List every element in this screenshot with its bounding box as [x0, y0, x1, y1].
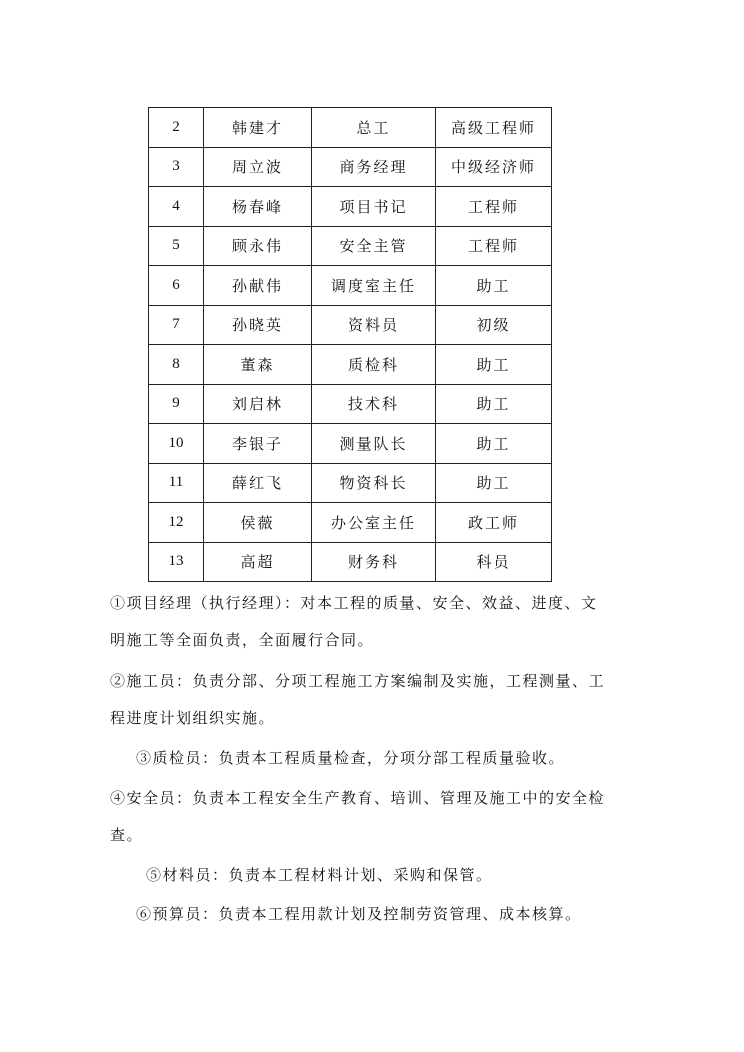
staff-name: 侯薇 [204, 503, 312, 543]
table-row [149, 424, 552, 464]
row-number: 6 [149, 266, 204, 306]
table-row [149, 463, 552, 503]
staff-title: 工程师 [436, 187, 552, 227]
staff-name: 刘启林 [204, 384, 312, 424]
table-row [149, 266, 552, 306]
table-row [149, 542, 552, 582]
row-number: 8 [149, 345, 204, 385]
row-number: 9 [149, 384, 204, 424]
staff-title: 助工 [436, 345, 552, 385]
row-number: 13 [149, 542, 204, 582]
table-row [149, 147, 552, 187]
row-number: 11 [149, 463, 204, 503]
row-number: 12 [149, 503, 204, 543]
row-number: 2 [149, 108, 204, 148]
staff-title: 助工 [436, 266, 552, 306]
staff-title: 科员 [436, 542, 552, 582]
staff-position: 调度室主任 [312, 266, 436, 306]
table-row [149, 305, 552, 345]
duty-materials: ⑤材料员：负责本工程材料计划、采购和保管。 [146, 866, 493, 884]
staff-position: 资料员 [312, 305, 436, 345]
table-row [149, 384, 552, 424]
table-row [149, 187, 552, 227]
staff-title: 助工 [436, 424, 552, 464]
table-row [149, 345, 552, 385]
duty-quality-inspector: ③质检员：负责本工程质量检查，分项分部工程质量验收。 [136, 749, 566, 767]
duty-construction-line1: ②施工员：负责分部、分项工程施工方案编制及实施，工程测量、工 [110, 672, 606, 690]
staff-position: 物资科长 [312, 463, 436, 503]
staff-position: 安全主管 [312, 226, 436, 266]
duty-safety-line1: ④安全员：负责本工程安全生产教育、培训、管理及施工中的安全检 [110, 789, 606, 807]
staff-position: 总工 [312, 108, 436, 148]
duty-project-manager-line1: ①项目经理（执行经理）：对本工程的质量、安全、效益、进度、文 [110, 594, 598, 612]
duty-construction-line2: 程进度计划组织实施。 [110, 709, 276, 727]
table-row [149, 503, 552, 543]
staff-position: 办公室主任 [312, 503, 436, 543]
staff-name: 孙献伟 [204, 266, 312, 306]
staff-name: 杨春峰 [204, 187, 312, 227]
staff-table-body [149, 108, 552, 582]
staff-title: 工程师 [436, 226, 552, 266]
staff-position: 财务科 [312, 542, 436, 582]
staff-position: 测量队长 [312, 424, 436, 464]
staff-name: 孙晓英 [204, 305, 312, 345]
staff-position: 质检科 [312, 345, 436, 385]
staff-title: 政工师 [436, 503, 552, 543]
duty-safety-line2: 查。 [110, 826, 144, 844]
staff-table [148, 107, 552, 582]
staff-position: 商务经理 [312, 147, 436, 187]
staff-position: 项目书记 [312, 187, 436, 227]
staff-name: 韩建才 [204, 108, 312, 148]
row-number: 3 [149, 147, 204, 187]
staff-position: 技术科 [312, 384, 436, 424]
staff-title: 初级 [436, 305, 552, 345]
staff-title: 高级工程师 [436, 108, 552, 148]
row-number: 7 [149, 305, 204, 345]
staff-title: 中级经济师 [436, 147, 552, 187]
table-row [149, 226, 552, 266]
duty-budget: ⑥预算员：负责本工程用款计划及控制劳资管理、成本核算。 [136, 905, 582, 923]
staff-title: 助工 [436, 384, 552, 424]
staff-name: 薛红飞 [204, 463, 312, 503]
row-number: 10 [149, 424, 204, 464]
staff-name: 董森 [204, 345, 312, 385]
row-number: 4 [149, 187, 204, 227]
row-number: 5 [149, 226, 204, 266]
staff-name: 李银子 [204, 424, 312, 464]
duty-project-manager-line2: 明施工等全面负责，全面履行合同。 [110, 631, 375, 649]
staff-name: 顾永伟 [204, 226, 312, 266]
staff-title: 助工 [436, 463, 552, 503]
table-row [149, 108, 552, 148]
staff-name: 高超 [204, 542, 312, 582]
staff-name: 周立波 [204, 147, 312, 187]
